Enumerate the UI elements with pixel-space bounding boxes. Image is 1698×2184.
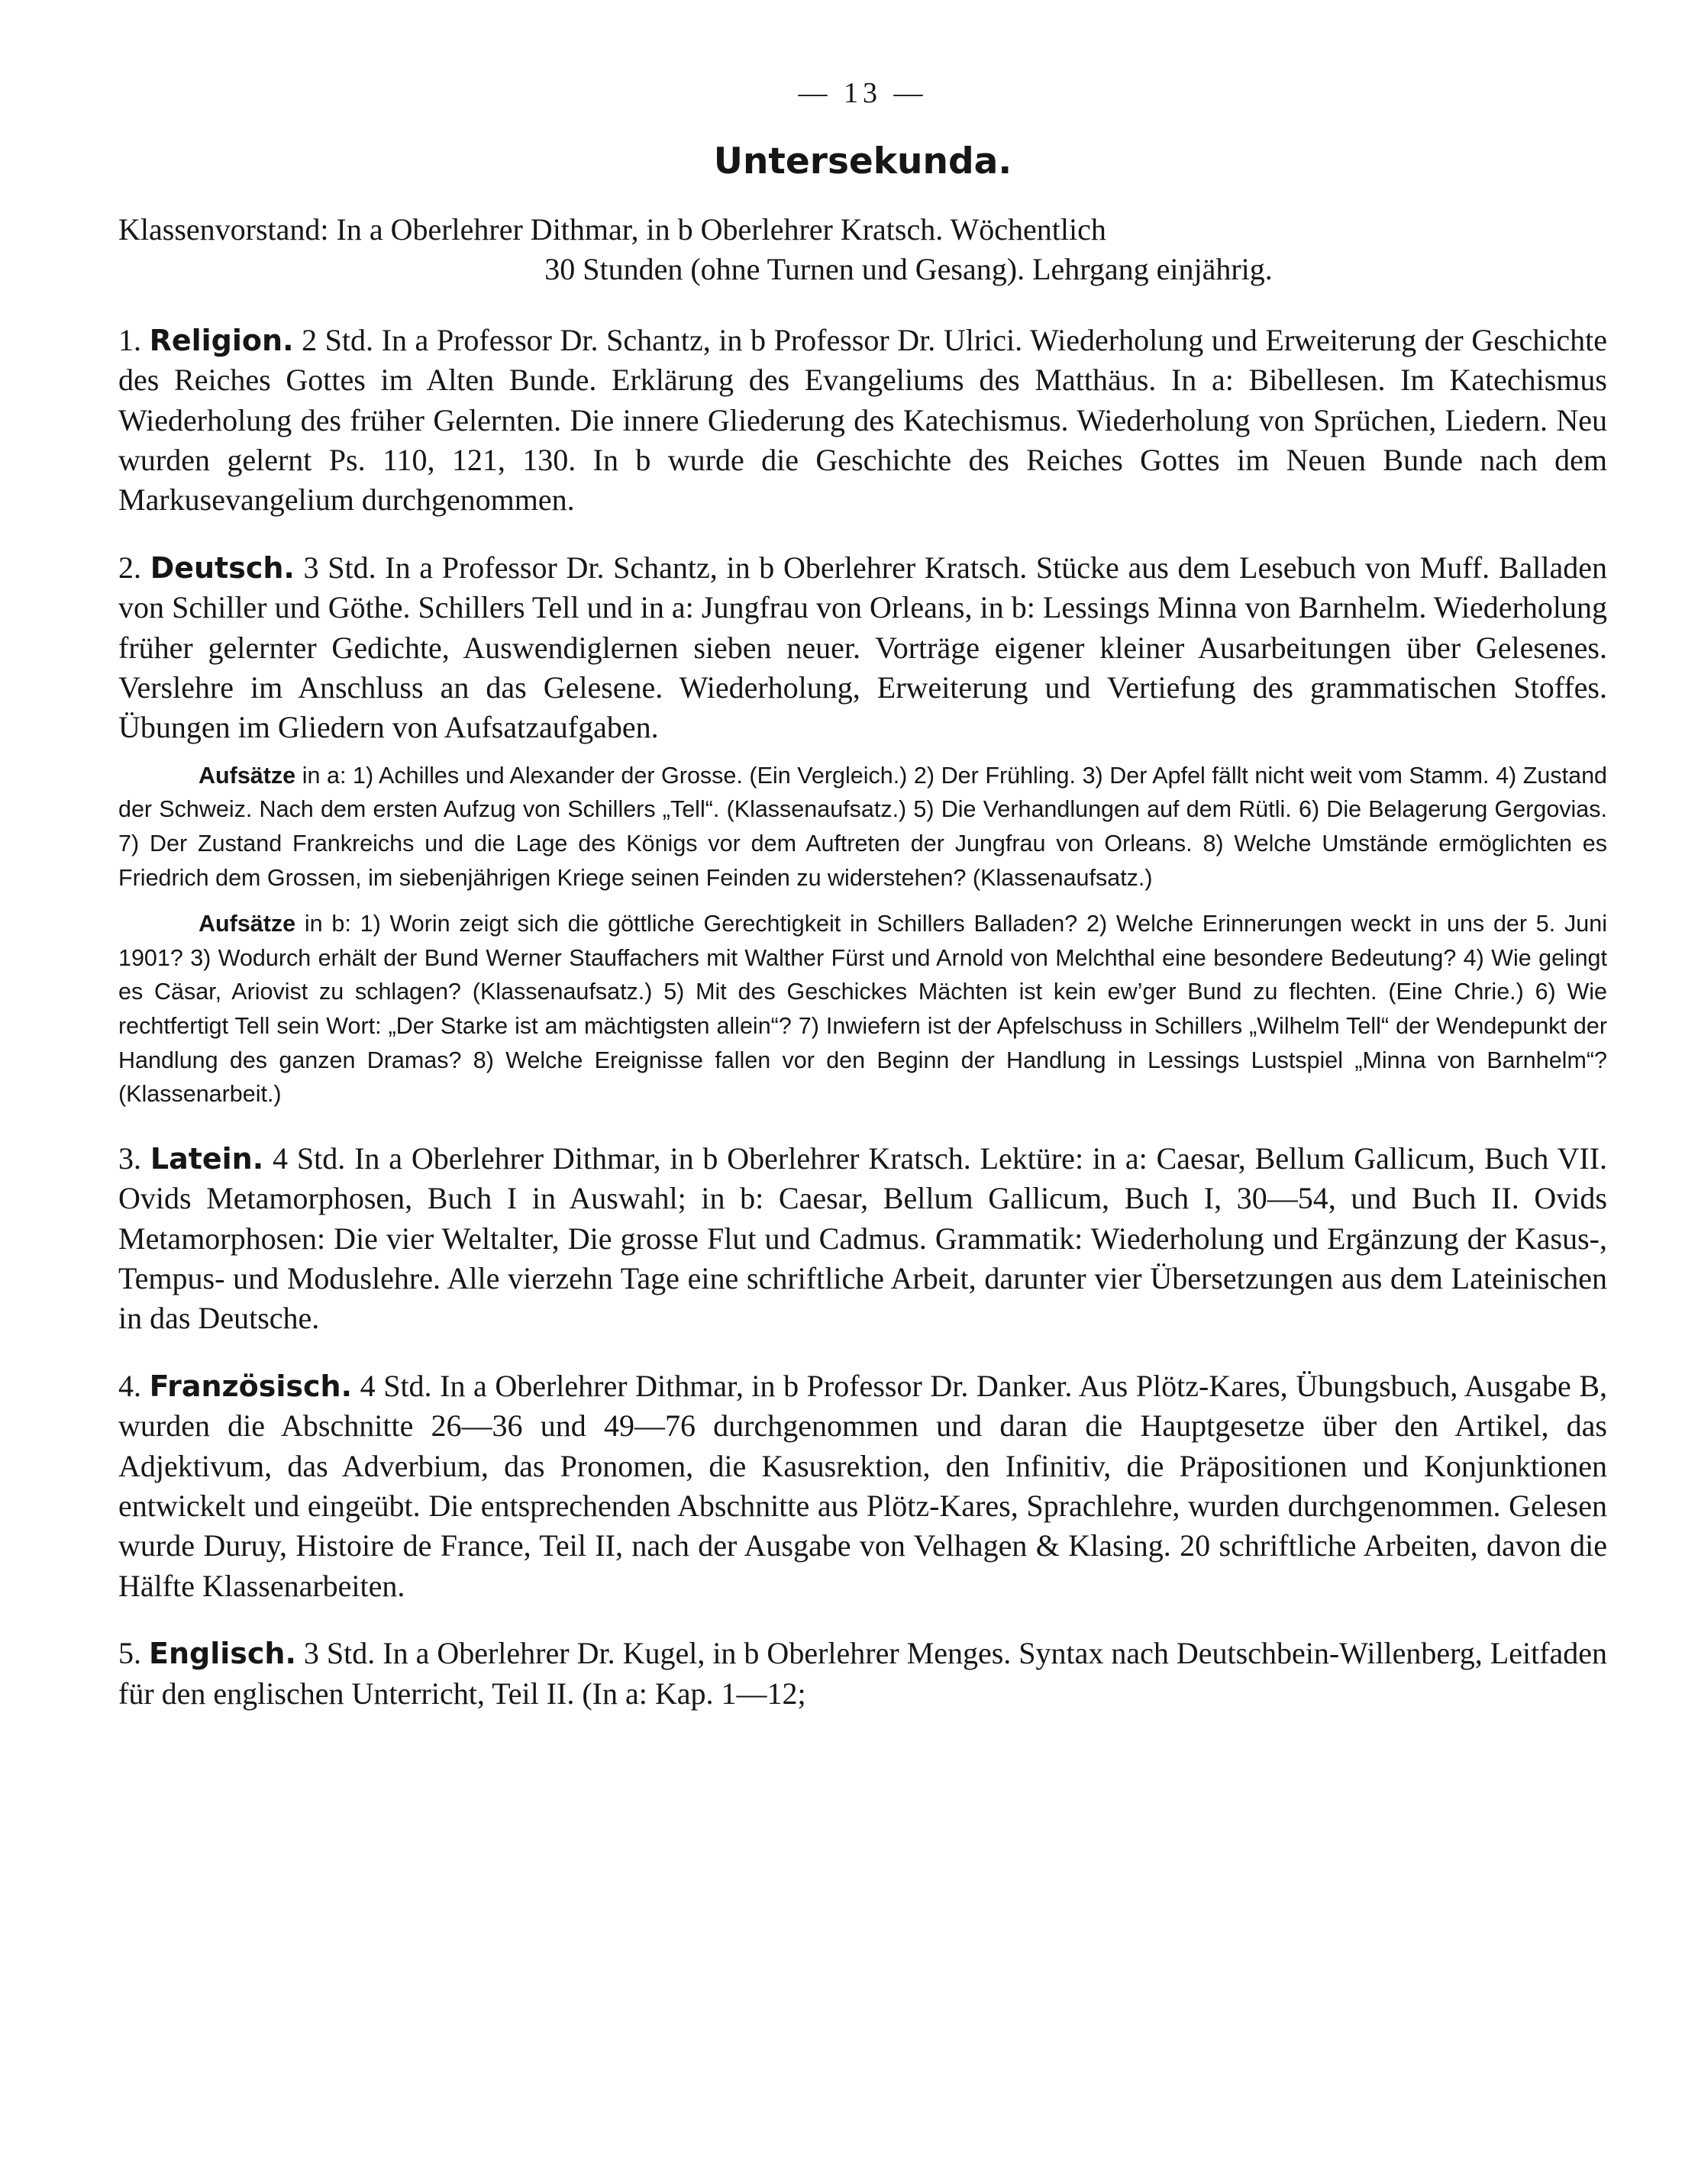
- section-number: 4.: [118, 1368, 141, 1403]
- section-heading: Deutsch.: [150, 550, 295, 585]
- aufsaetze-b: [118, 907, 1607, 1111]
- section-text: 3 Std. In a Professor Dr. Schantz, in b Oberlehrer Kratsch. Stücke aus dem Lesebuch von Muff. Balladen von Schiller und Göthe. Schillers Tell und in a: Jungfrau von Orleans, in b: Lessings Minna von Barnhelm. Wiederholung früher gelernter Gedichte, Auswendiglernen sieben neuer. Vorträge eigener kleiner Ausarbeitungen über Gelesenes. Verslehre im Anschluss an das Gelesene. Wiederholung, Erweiterung und Vertiefung des grammatischen Stoffes. Übungen im Gliedern von Aufsatzaufgaben.: [118, 550, 1607, 745]
- section-heading: Latein.: [150, 1141, 264, 1176]
- page-number: — 13 —: [798, 77, 928, 109]
- class-intro: [118, 210, 1607, 290]
- page-title: Untersekunda.: [713, 140, 1012, 182]
- aufsaetze-text: in a: 1) Achilles und Alexander der Grosse. (Ein Vergleich.) 2) Der Frühling. 3) Der Apfel fällt nicht weit vom Stamm. 4) Zustand der Schweiz. Nach dem ersten Aufzug von Schillers „Tell“. (Klassenaufsatz.) 5) Die Verhandlungen auf dem Rütli. 6) Die Belagerung Gergovias. 7) Der Zustand Frankreichs und die Lage des Königs vor dem Auftreten der Jungfrau von Orleans. 8) Welche Umstände ermöglichten es Friedrich dem Grossen, im siebenjährigen Kriege seinen Feinden zu widerstehen? (Klassenaufsatz.): [118, 762, 1607, 891]
- section-englisch: [118, 1634, 1607, 1714]
- section-heading: Englisch.: [149, 1637, 296, 1671]
- section-deutsch: [118, 548, 1607, 1111]
- section-number: 1.: [118, 322, 141, 357]
- section-latein: [118, 1139, 1607, 1339]
- aufsaetze-text: in b: 1) Worin zeigt sich die göttliche Gerechtigkeit in Schillers Balladen? 2) Welche Erinnerungen weckt in uns der 5. Juni 1901? 3) Wodurch erhält der Bund Werner Stauffachers mit Walther Fürst und Arnold von Melchthal eine besondere Bedeutung? 4) Wie gelingt es Cäsar, Ariovist zu schlagen? (Klassenaufsatz.) 5) Mit des Geschickes Mächten ist kein ew’ger Bund zu flechten. (Eine Chrie.) 6) Wie rechtfertigt Tell sein Wort: „Der Starke ist am mächtigsten allein“? 7) Inwiefern ist der Apfelschuss in Schillers „Wilhelm Tell“ der Wendepunkt der Handlung des ganzen Dramas? 8) Welche Ereignisse fallen vor den Beginn der Handlung in Lessings Lustspiel „Minna von Barnhelm“? (Klassenarbeit.): [118, 911, 1607, 1108]
- aufsaetze-label: Aufsätze: [199, 762, 296, 789]
- section-number: 3.: [118, 1140, 141, 1176]
- section-number: 2.: [118, 550, 141, 585]
- aufsaetze-label: Aufsätze: [199, 911, 296, 937]
- section-text: 4 Std. In a Oberlehrer Dithmar, in b Professor Dr. Danker. Aus Plötz-Kares, Übungsbuch, Ausgabe B, wurden die Abschnitte 26—36 und 49—76 durchgenommen und daran die Hauptgesetze über den Artikel, das Adjektivum, das Adverbium, das Pronomen, die Kasusrektion, den Infinitiv, die Präpositionen und Konjunktionen entwickelt und eingeübt. Die entsprechenden Abschnitte aus Plötz-Kares, Sprachlehre, wurden durchgenommen. Gelesen wurde Duruy, Histoire de France, Teil II, nach der Ausgabe von Velhagen & Klasing. 20 schriftliche Arbeiten, davon die Hälfte Klassenarbeiten.: [118, 1368, 1607, 1603]
- document-page: [118, 76, 1607, 1714]
- intro-text: Klassenvorstand: In a Oberlehrer Dithmar, in b Oberlehrer Kratsch. Wöchentlich: [118, 212, 1106, 247]
- section-religion: [118, 321, 1607, 521]
- section-text: 4 Std. In a Oberlehrer Dithmar, in b Oberlehrer Kratsch. Lektüre: in a: Caesar, Bellum Gallicum, Buch VII. Ovids Metamorphosen, Buch I in Auswahl; in b: Caesar, Bellum Gallicum, Buch I, 30—54, und Buch II. Ovids Metamorphosen: Die vier Weltalter, Die grosse Flut und Cadmus. Grammatik: Wiederholung und Ergänzung der Kasus-, Tempus- und Moduslehre. Alle vierzehn Tage eine schriftliche Arbeit, darunter vier Übersetzungen aus dem Lateinischen in das Deutsche.: [118, 1140, 1608, 1336]
- section-heading: Französisch.: [149, 1369, 353, 1403]
- section-number: 5.: [118, 1636, 141, 1671]
- aufsaetze-a: [118, 759, 1607, 895]
- section-heading: Religion.: [149, 323, 294, 357]
- section-text: 2 Std. In a Professor Dr. Schantz, in b Professor Dr. Ulrici. Wiederholung und Erweiterung der Geschichte des Reiches Gottes im Alten Bunde. Erklärung des Evangeliums des Matthäus. In a: Bibellesen. Im Katechismus Wiederholung des früher Gelernten. Die innere Gliederung des Katechismus. Wiederholung von Sprüchen, Liedern. Neu wurden gelernt Ps. 110, 121, 130. In b wurde die Geschichte des Reiches Gottes im Neuen Bunde nach dem Markusevangelium durchgenommen.: [118, 322, 1608, 518]
- section-franzoesisch: [118, 1366, 1607, 1606]
- section-text: 3 Std. In a Oberlehrer Dr. Kugel, in b Oberlehrer Menges. Syntax nach Deutschbein-Willenberg, Leitfaden für den englischen Unterricht, Teil II. (In a: Kap. 1—12;: [118, 1636, 1608, 1711]
- intro-line2: 30 Stunden (ohne Turnen und Gesang). Lehrgang einjährig.: [544, 252, 1273, 287]
